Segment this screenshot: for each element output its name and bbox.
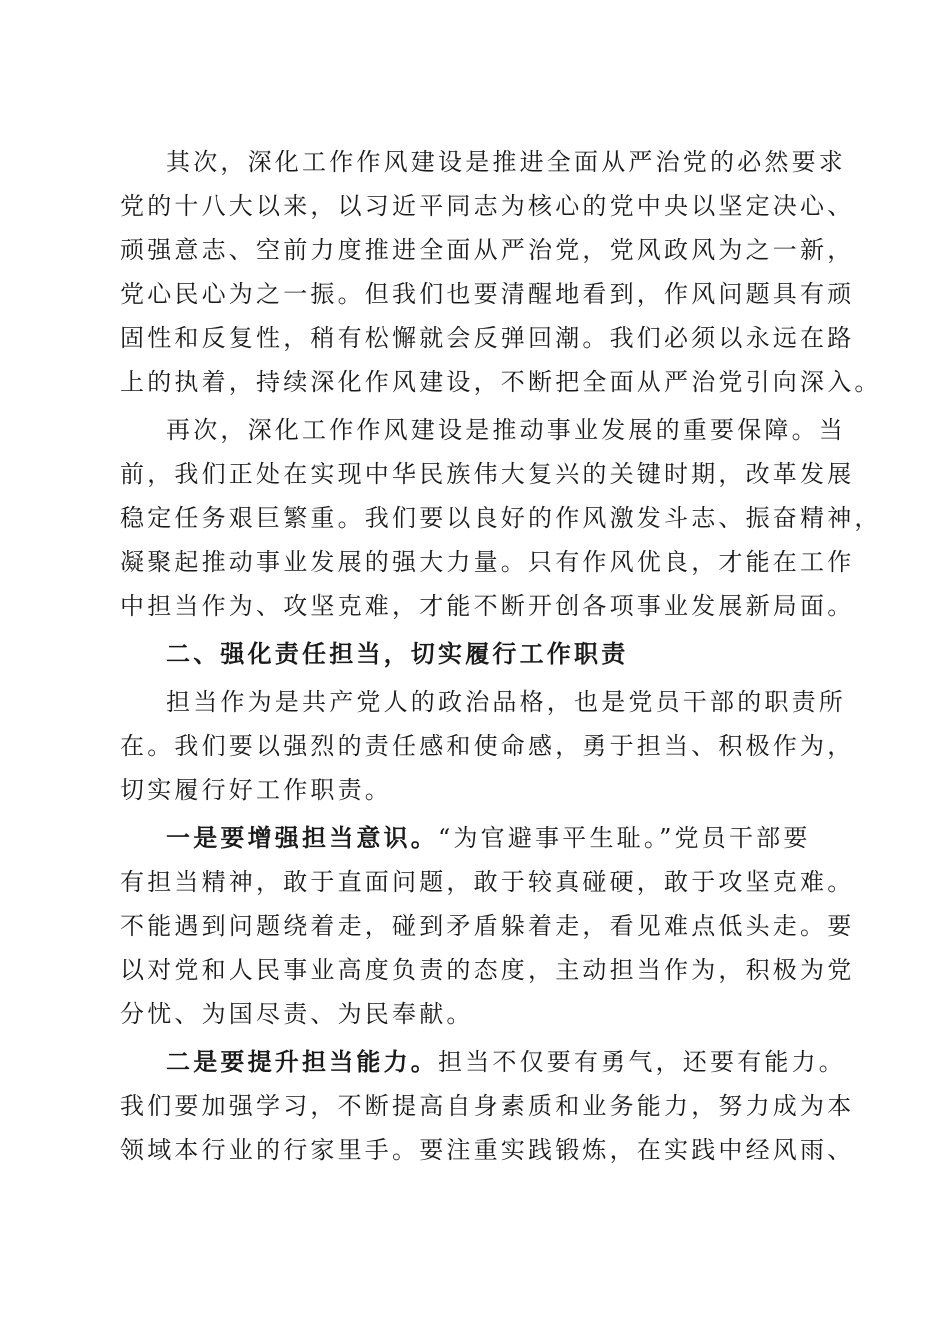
section-heading: 二、强化责任担当，切实履行工作职责 [166, 640, 629, 668]
paragraph-line: 稳定任务艰巨繁重。我们要以良好的作风激发斗志、振奋精神， [120, 504, 882, 532]
bold-lead: 一是要增强担当意识。 [166, 824, 438, 852]
paragraph-line [166, 822, 811, 854]
paragraph-line: 固性和反复性，稍有松懈就会反弹回潮。我们必须以永远在路 [120, 324, 855, 352]
paragraph-line: 党心民心为之一振。但我们也要清醒地看到，作风问题具有顽 [120, 280, 855, 308]
paragraph-line: 以对党和人民事业高度负责的态度，主动担当作为，积极为党 [120, 956, 855, 984]
paragraph-line: 党的十八大以来，以习近平同志为核心的党中央以坚定决心、 [120, 192, 855, 220]
paragraph-line: 中担当作为、攻坚克难，才能不断开创各项事业发展新局面。 [120, 592, 855, 620]
line-text: 担当不仅要有勇气，还要有能力。 [438, 1048, 846, 1076]
bold-lead: 二是要提升担当能力。 [166, 1048, 438, 1076]
paragraph-line: 前，我们正处在实现中华民族伟大复兴的关键时期，改革发展 [120, 460, 855, 488]
paragraph-line: 顽强意志、空前力度推进全面从严治党，党风政风为之一新， [120, 236, 855, 264]
paragraph-line: 有担当精神，敢于直面问题，敢于较真碰硬，敢于攻坚克难。 [120, 868, 855, 896]
paragraph-line: 凝聚起推动事业发展的强大力量。只有作风优良，才能在工作 [120, 548, 855, 576]
paragraph-line [166, 1046, 846, 1078]
paragraph-line: 其次，深化工作作风建设是推进全面从严治党的必然要求 [166, 148, 846, 176]
paragraph-line: 切实履行好工作职责。 [120, 776, 392, 804]
paragraph-line: 不能遇到问题绕着走，碰到矛盾躲着走，看见难点低头走。要 [120, 912, 855, 940]
line-text: “为官避事平生耻。”党员干部要 [438, 824, 811, 852]
paragraph-line: 再次，深化工作作风建设是推动事业发展的重要保障。当 [166, 416, 846, 444]
paragraph-line: 领域本行业的行家里手。要注重实践锻炼，在实践中经风雨、 [120, 1136, 855, 1164]
paragraph-line: 担当作为是共产党人的政治品格，也是党员干部的职责所 [166, 688, 846, 716]
paragraph-line: 分忧、为国尽责、为民奉献。 [120, 1000, 474, 1028]
paragraph-line: 在。我们要以强烈的责任感和使命感，勇于担当、积极作为， [120, 732, 855, 760]
paragraph-line: 上的执着，持续深化作风建设，不断把全面从严治党引向深入。 [120, 368, 882, 396]
paragraph-line: 我们要加强学习，不断提高自身素质和业务能力，努力成为本 [120, 1092, 855, 1120]
